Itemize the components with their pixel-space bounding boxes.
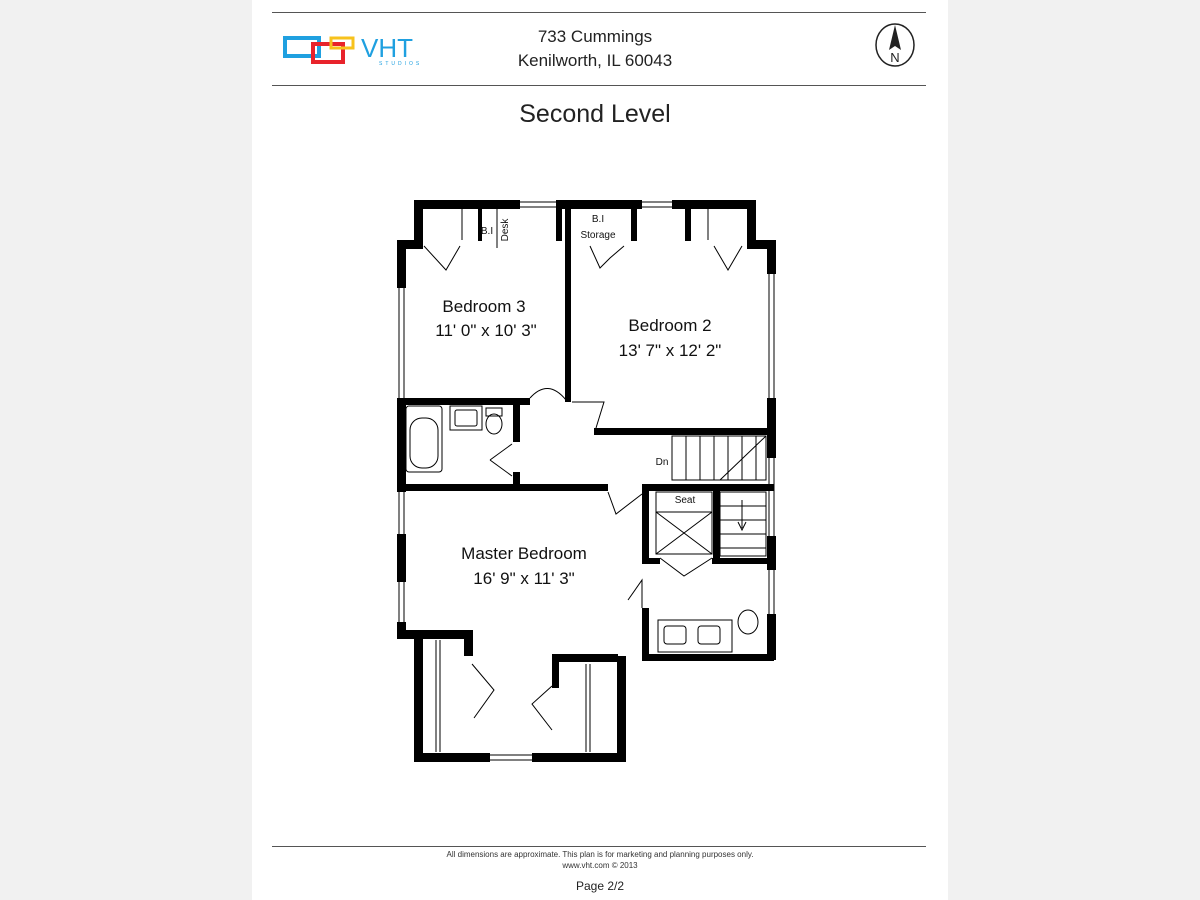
bedroom3-size: 11' 0" x 10' 3" (435, 321, 537, 340)
bedroom2-name: Bedroom 2 (628, 316, 712, 335)
logo-text: VHT (361, 33, 413, 63)
address-line1: 733 Cummings (537, 27, 653, 46)
bi-storage-label: B.I (591, 214, 605, 225)
level-title: Second Level (519, 100, 671, 128)
bi-desk-label: B.I (480, 226, 494, 237)
logo-subtext: STUDIOS (379, 61, 423, 67)
desk-label: Desk (500, 218, 511, 242)
address-line2: Kenilworth, IL 60043 (517, 51, 673, 70)
bedroom3-name: Bedroom 3 (442, 297, 526, 316)
bedroom2-size: 13' 7" x 12' 2" (618, 341, 722, 360)
fixtures (399, 202, 774, 760)
page-number: Page 2/2 (575, 879, 625, 893)
master-bedroom-name: Master Bedroom (461, 544, 587, 563)
footer-rule (272, 846, 926, 847)
compass-letter: N (890, 50, 900, 65)
stairs-down-label: Dn (655, 457, 669, 468)
master-bedroom-size: 16' 9" x 11' 3" (473, 569, 575, 588)
website-text: www.vht.com © 2013 (562, 861, 638, 870)
shower-seat-label: Seat (674, 495, 696, 506)
disclaimer-text: All dimensions are approximate. This plan is for marketing and planning purposes only. (446, 850, 754, 859)
storage-label: Storage (580, 230, 616, 241)
